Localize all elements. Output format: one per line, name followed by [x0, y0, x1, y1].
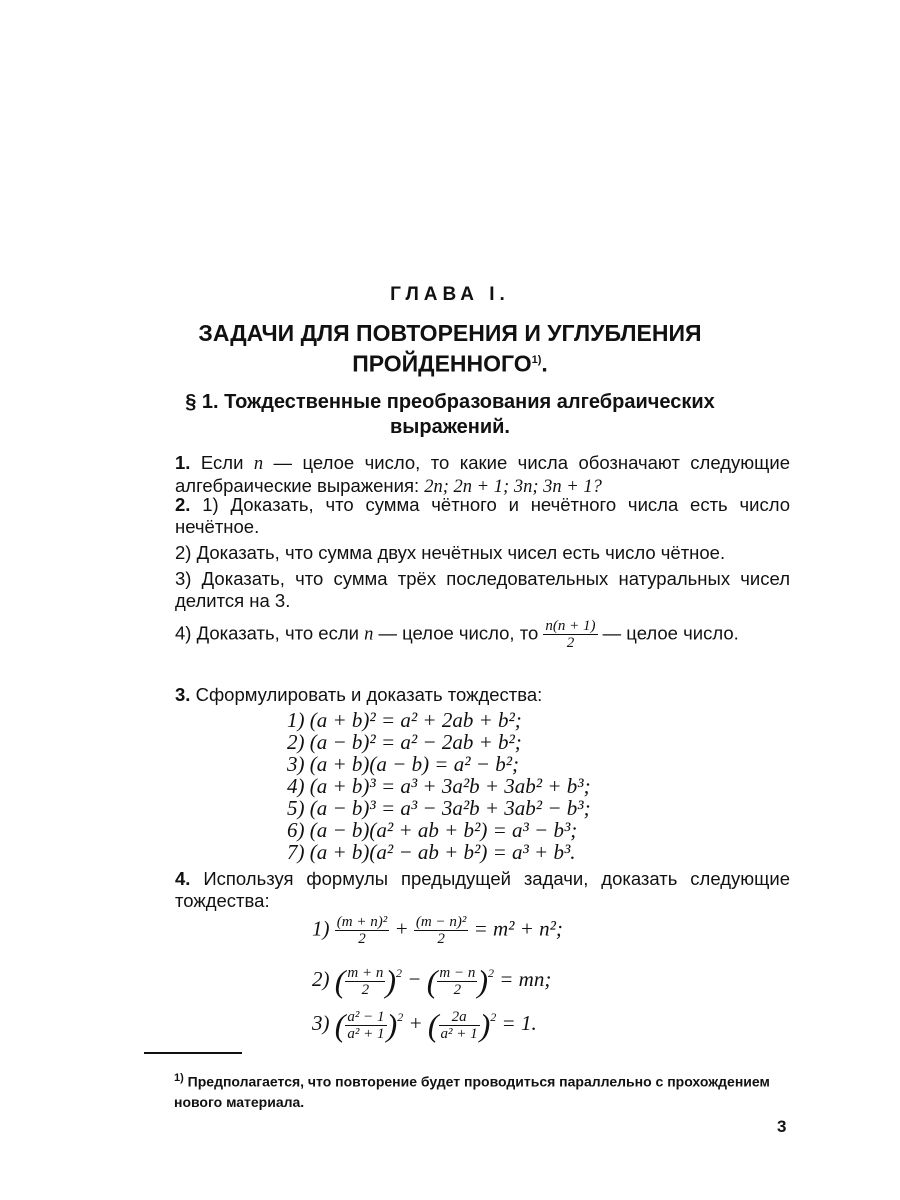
- fraction-numerator: m − n: [439, 964, 476, 981]
- problem-3: [175, 684, 790, 706]
- identity-7: 7) (a + b)(a² − ab + b²) = a³ + b³.: [287, 840, 576, 864]
- close-paren: ): [477, 963, 488, 1000]
- fraction-numerator: m + n: [347, 964, 384, 981]
- section-title-line1: § 1. Тождественные преобразования алгебраических: [185, 391, 715, 413]
- fraction-numerator: (m + n)²: [336, 914, 388, 930]
- chapter-label: ГЛАВА I.: [390, 284, 510, 305]
- chapter-title-line2-text: ПРОЙДЕННОГО: [352, 350, 532, 377]
- identity-3: 3) (a + b)(a − b) = a² − b²;: [287, 752, 519, 776]
- close-paren: ): [385, 963, 397, 1000]
- problem-2-fraction: [543, 618, 597, 651]
- chapter-title-line2: [0, 347, 900, 378]
- formula-4-2-frac-1: [345, 965, 385, 998]
- problem-4-number: 4.: [175, 868, 191, 889]
- footnote-text: Предполагается, что повторение будет проводиться параллельно с прохождением нового материала.: [174, 1073, 770, 1110]
- open-paren: (: [426, 963, 438, 1000]
- section-title-line2: выражений.: [390, 416, 510, 438]
- close-paren: ): [479, 1007, 491, 1044]
- close-paren: ): [386, 1007, 398, 1044]
- exponent: 2: [396, 966, 403, 980]
- fraction-numerator: (m − n)²: [415, 914, 467, 930]
- fraction-denominator: a² + 1: [440, 1025, 478, 1042]
- chapter-title: [0, 320, 900, 378]
- chapter-title-line1: ЗАДАЧИ ДЛЯ ПОВТОРЕНИЯ И УГЛУБЛЕНИЯ: [198, 320, 702, 346]
- identity-5: 5) (a − b)³ = a³ − 3a²b + 3ab² − b³;: [287, 796, 591, 820]
- formula-4-1-operator: +: [394, 916, 409, 941]
- problem-1: [175, 452, 790, 498]
- problem-3-text: Сформулировать и доказать тождества:: [190, 684, 543, 705]
- footnote: [174, 1068, 786, 1112]
- formula-4-1-rhs: = m² + n²;: [473, 916, 563, 941]
- fraction-denominator: 2: [437, 931, 445, 947]
- fraction-denominator: 2: [358, 931, 366, 947]
- fraction-numerator: n(n + 1): [545, 618, 596, 634]
- fraction-numerator: a² − 1: [347, 1008, 385, 1025]
- exponent: 2: [487, 966, 494, 980]
- fraction-denominator: a² + 1: [347, 1025, 385, 1042]
- problem-2-item-2: 2) Доказать, что сумма двух нечётных чисел есть число чётное.: [175, 542, 726, 563]
- chapter-footnote-mark: 1): [531, 354, 542, 366]
- problem-2-item-4-text-b: — целое число, то: [373, 622, 544, 644]
- footnote-mark: 1): [174, 1072, 184, 1084]
- formula-4-2: [312, 962, 551, 998]
- formula-4-3-label: 3): [312, 1011, 330, 1035]
- problem-3-number: 3.: [175, 684, 191, 705]
- formula-4-1-frac-2: [414, 914, 468, 947]
- open-paren: (: [427, 1007, 439, 1044]
- formula-4-3-operator: +: [408, 1011, 423, 1035]
- formula-4-3-frac-1: [345, 1009, 386, 1042]
- identity-6: 6) (a − b)(a² + ab + b²) = a³ − b³;: [287, 818, 578, 842]
- problem-4-text: Используя формулы предыдущей задачи, доказать следующие тождества:: [175, 868, 790, 911]
- problem-2-item-4-text-c: — целое число.: [597, 622, 739, 644]
- problem-1-var: n: [253, 454, 264, 474]
- chapter-title-period: .: [541, 350, 548, 377]
- problem-4: [175, 868, 790, 912]
- problem-2: [175, 494, 790, 651]
- identity-1: 1) (a + b)² = a² + 2ab + b²;: [287, 708, 522, 732]
- formula-4-3-frac-2: [439, 1009, 480, 1042]
- fraction-denominator: 2: [453, 981, 462, 998]
- formula-4-2-rhs: = mn;: [499, 967, 552, 991]
- problem-2-number: 2.: [175, 494, 191, 515]
- open-paren: (: [334, 963, 346, 1000]
- section-title: [0, 390, 900, 440]
- formula-4-1: [312, 914, 563, 947]
- formula-4-2-label: 2): [312, 967, 330, 991]
- formula-4-3-rhs: = 1.: [501, 1011, 537, 1035]
- formula-4-3: [312, 1006, 537, 1042]
- formula-4-1-label: 1): [312, 916, 330, 941]
- formula-4-1-frac-1: [335, 914, 389, 947]
- fraction-denominator: 2: [566, 635, 575, 651]
- identity-2: 2) (a − b)² = a² − 2ab + b²;: [287, 730, 522, 754]
- fraction-denominator: 2: [361, 981, 370, 998]
- problem-1-expressions: 2n; 2n + 1; 3n; 3n + 1?: [424, 477, 602, 497]
- open-paren: (: [334, 1007, 346, 1044]
- page-number: 3: [777, 1117, 787, 1136]
- identities-list: [287, 709, 591, 863]
- formula-4-2-frac-2: [437, 965, 477, 998]
- formula-4-2-operator: −: [407, 967, 422, 991]
- exponent: 2: [397, 1010, 404, 1024]
- problem-2-item-1: 1) Доказать, что сумма чётного и нечётного числа есть число нечётное.: [175, 494, 790, 537]
- problem-1-text-a: Если: [190, 452, 254, 473]
- exponent: 2: [490, 1010, 497, 1024]
- problem-1-number: 1.: [175, 452, 191, 473]
- fraction-numerator: 2a: [439, 1009, 480, 1026]
- footnote-divider: [144, 1052, 242, 1054]
- identity-4: 4) (a + b)³ = a³ + 3a²b + 3ab² + b³;: [287, 774, 591, 798]
- problem-2-item-4: [175, 618, 790, 651]
- problem-2-item-4-var: n: [364, 624, 374, 645]
- problem-1-text-b: — целое число, то какие числа обозначают следующие алгебраические выражения:: [175, 452, 790, 496]
- problem-2-item-3: 3) Доказать, что сумма трёх последовательных натуральных чисел делится на 3.: [175, 568, 790, 611]
- problem-2-item-4-text-a: 4) Доказать, что если: [175, 622, 365, 644]
